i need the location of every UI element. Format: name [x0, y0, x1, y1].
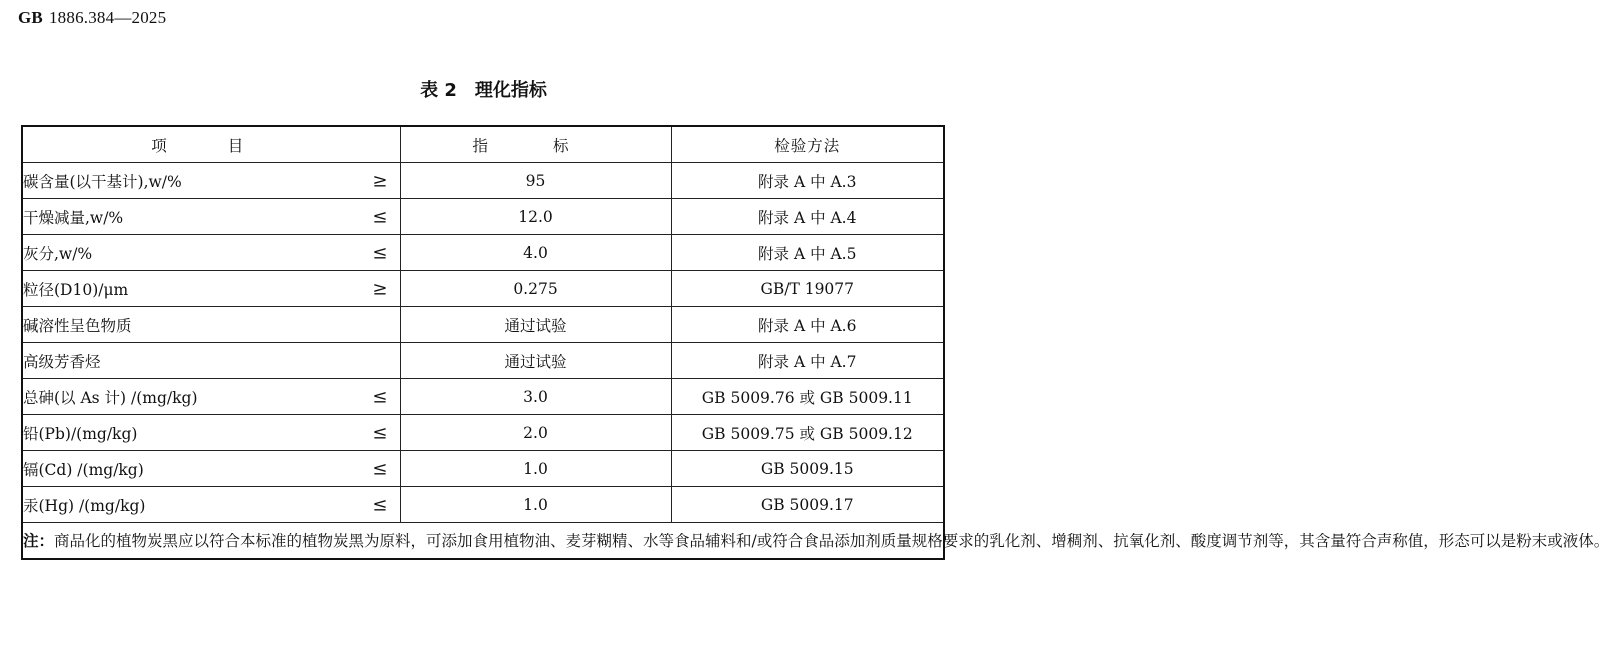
table-row [22, 271, 944, 307]
row-item-label: 汞(Hg) /(mg/kg) [23, 496, 146, 515]
row-item-cell [22, 415, 400, 451]
table-row [22, 487, 944, 523]
row-value-cell: 4.0 [400, 235, 671, 271]
row-item-cell [22, 487, 400, 523]
standard-prefix: GB [18, 8, 43, 27]
row-value-cell: 通过试验 [400, 307, 671, 343]
row-method-cell: 附录 A 中 A.4 [671, 199, 944, 235]
row-value-cell: 0.275 [400, 271, 671, 307]
row-value-cell: 3.0 [400, 379, 671, 415]
table-row [22, 415, 944, 451]
table-row [22, 307, 944, 343]
row-item-label: 铅(Pb)/(mg/kg) [23, 424, 138, 443]
note-label: 注： [23, 530, 55, 550]
row-method-cell: GB 5009.76 或 GB 5009.11 [671, 379, 944, 415]
table-header-row [22, 126, 944, 163]
row-item-label: 高级芳香烃 [23, 352, 101, 371]
physicochemical-table [21, 125, 1609, 560]
column-header-method: 检验方法 [671, 126, 944, 163]
row-method-cell: GB 5009.75 或 GB 5009.12 [671, 415, 944, 451]
row-value-cell: 95 [400, 163, 671, 199]
table-title [0, 76, 967, 102]
document-header [18, 8, 166, 28]
column-header-value: 指 标 [400, 126, 671, 163]
row-item-label: 碳含量(以干基计),w/% [23, 172, 182, 191]
note-text: 商品化的植物炭黑应以符合本标准的植物炭黑为原料，可添加食用植物油、麦芽糊精、水等食品辅料和/或符合食品添加剂质量规格要求的乳化剂、增稠剂、抗氧化剂、酸度调节剂等，其含量符合声称值，形态可以是粉末或液体。 [54, 531, 1609, 550]
row-method-cell: 附录 A 中 A.7 [671, 343, 944, 379]
table-row [22, 379, 944, 415]
table-number: 表 2 [420, 80, 457, 101]
row-method-cell: 附录 A 中 A.3 [671, 163, 944, 199]
comparison-symbol: ≥ [372, 278, 388, 299]
note-row [22, 523, 944, 560]
table-row [22, 163, 944, 199]
table-row [22, 235, 944, 271]
row-value-cell: 1.0 [400, 451, 671, 487]
row-method-cell: GB/T 19077 [671, 271, 944, 307]
table-title-text: 理化指标 [474, 80, 547, 101]
table-row [22, 199, 944, 235]
comparison-symbol: ≤ [372, 386, 388, 407]
row-item-cell [22, 271, 400, 307]
row-item-label: 干燥减量,w/% [23, 208, 124, 227]
comparison-symbol: ≤ [372, 206, 388, 227]
standard-code: 1886.384—2025 [48, 8, 167, 27]
row-value-cell: 1.0 [400, 487, 671, 523]
row-method-cell: 附录 A 中 A.6 [671, 307, 944, 343]
comparison-symbol: ≥ [372, 170, 388, 191]
table-row [22, 451, 944, 487]
comparison-symbol: ≤ [372, 494, 388, 515]
table-note [22, 523, 1609, 560]
row-item-cell [22, 307, 400, 343]
row-item-cell [22, 451, 400, 487]
table-row [22, 343, 944, 379]
row-value-cell: 2.0 [400, 415, 671, 451]
row-item-label: 灰分,w/% [23, 244, 93, 263]
row-item-label: 碱溶性呈色物质 [23, 316, 132, 335]
row-item-cell [22, 235, 400, 271]
row-item-label: 总砷(以 As 计) /(mg/kg) [23, 388, 198, 407]
row-method-cell: 附录 A 中 A.5 [671, 235, 944, 271]
row-item-cell [22, 379, 400, 415]
row-item-cell [22, 163, 400, 199]
comparison-symbol: ≤ [372, 422, 388, 443]
comparison-symbol: ≤ [372, 458, 388, 479]
row-value-cell: 12.0 [400, 199, 671, 235]
column-header-item: 项 目 [22, 126, 400, 163]
row-item-cell [22, 343, 400, 379]
row-item-label: 镉(Cd) /(mg/kg) [23, 460, 144, 479]
row-item-label: 粒径(D10)/μm [23, 280, 129, 299]
comparison-symbol: ≤ [372, 242, 388, 263]
row-method-cell: GB 5009.15 [671, 451, 944, 487]
row-value-cell: 通过试验 [400, 343, 671, 379]
row-method-cell: GB 5009.17 [671, 487, 944, 523]
row-item-cell [22, 199, 400, 235]
